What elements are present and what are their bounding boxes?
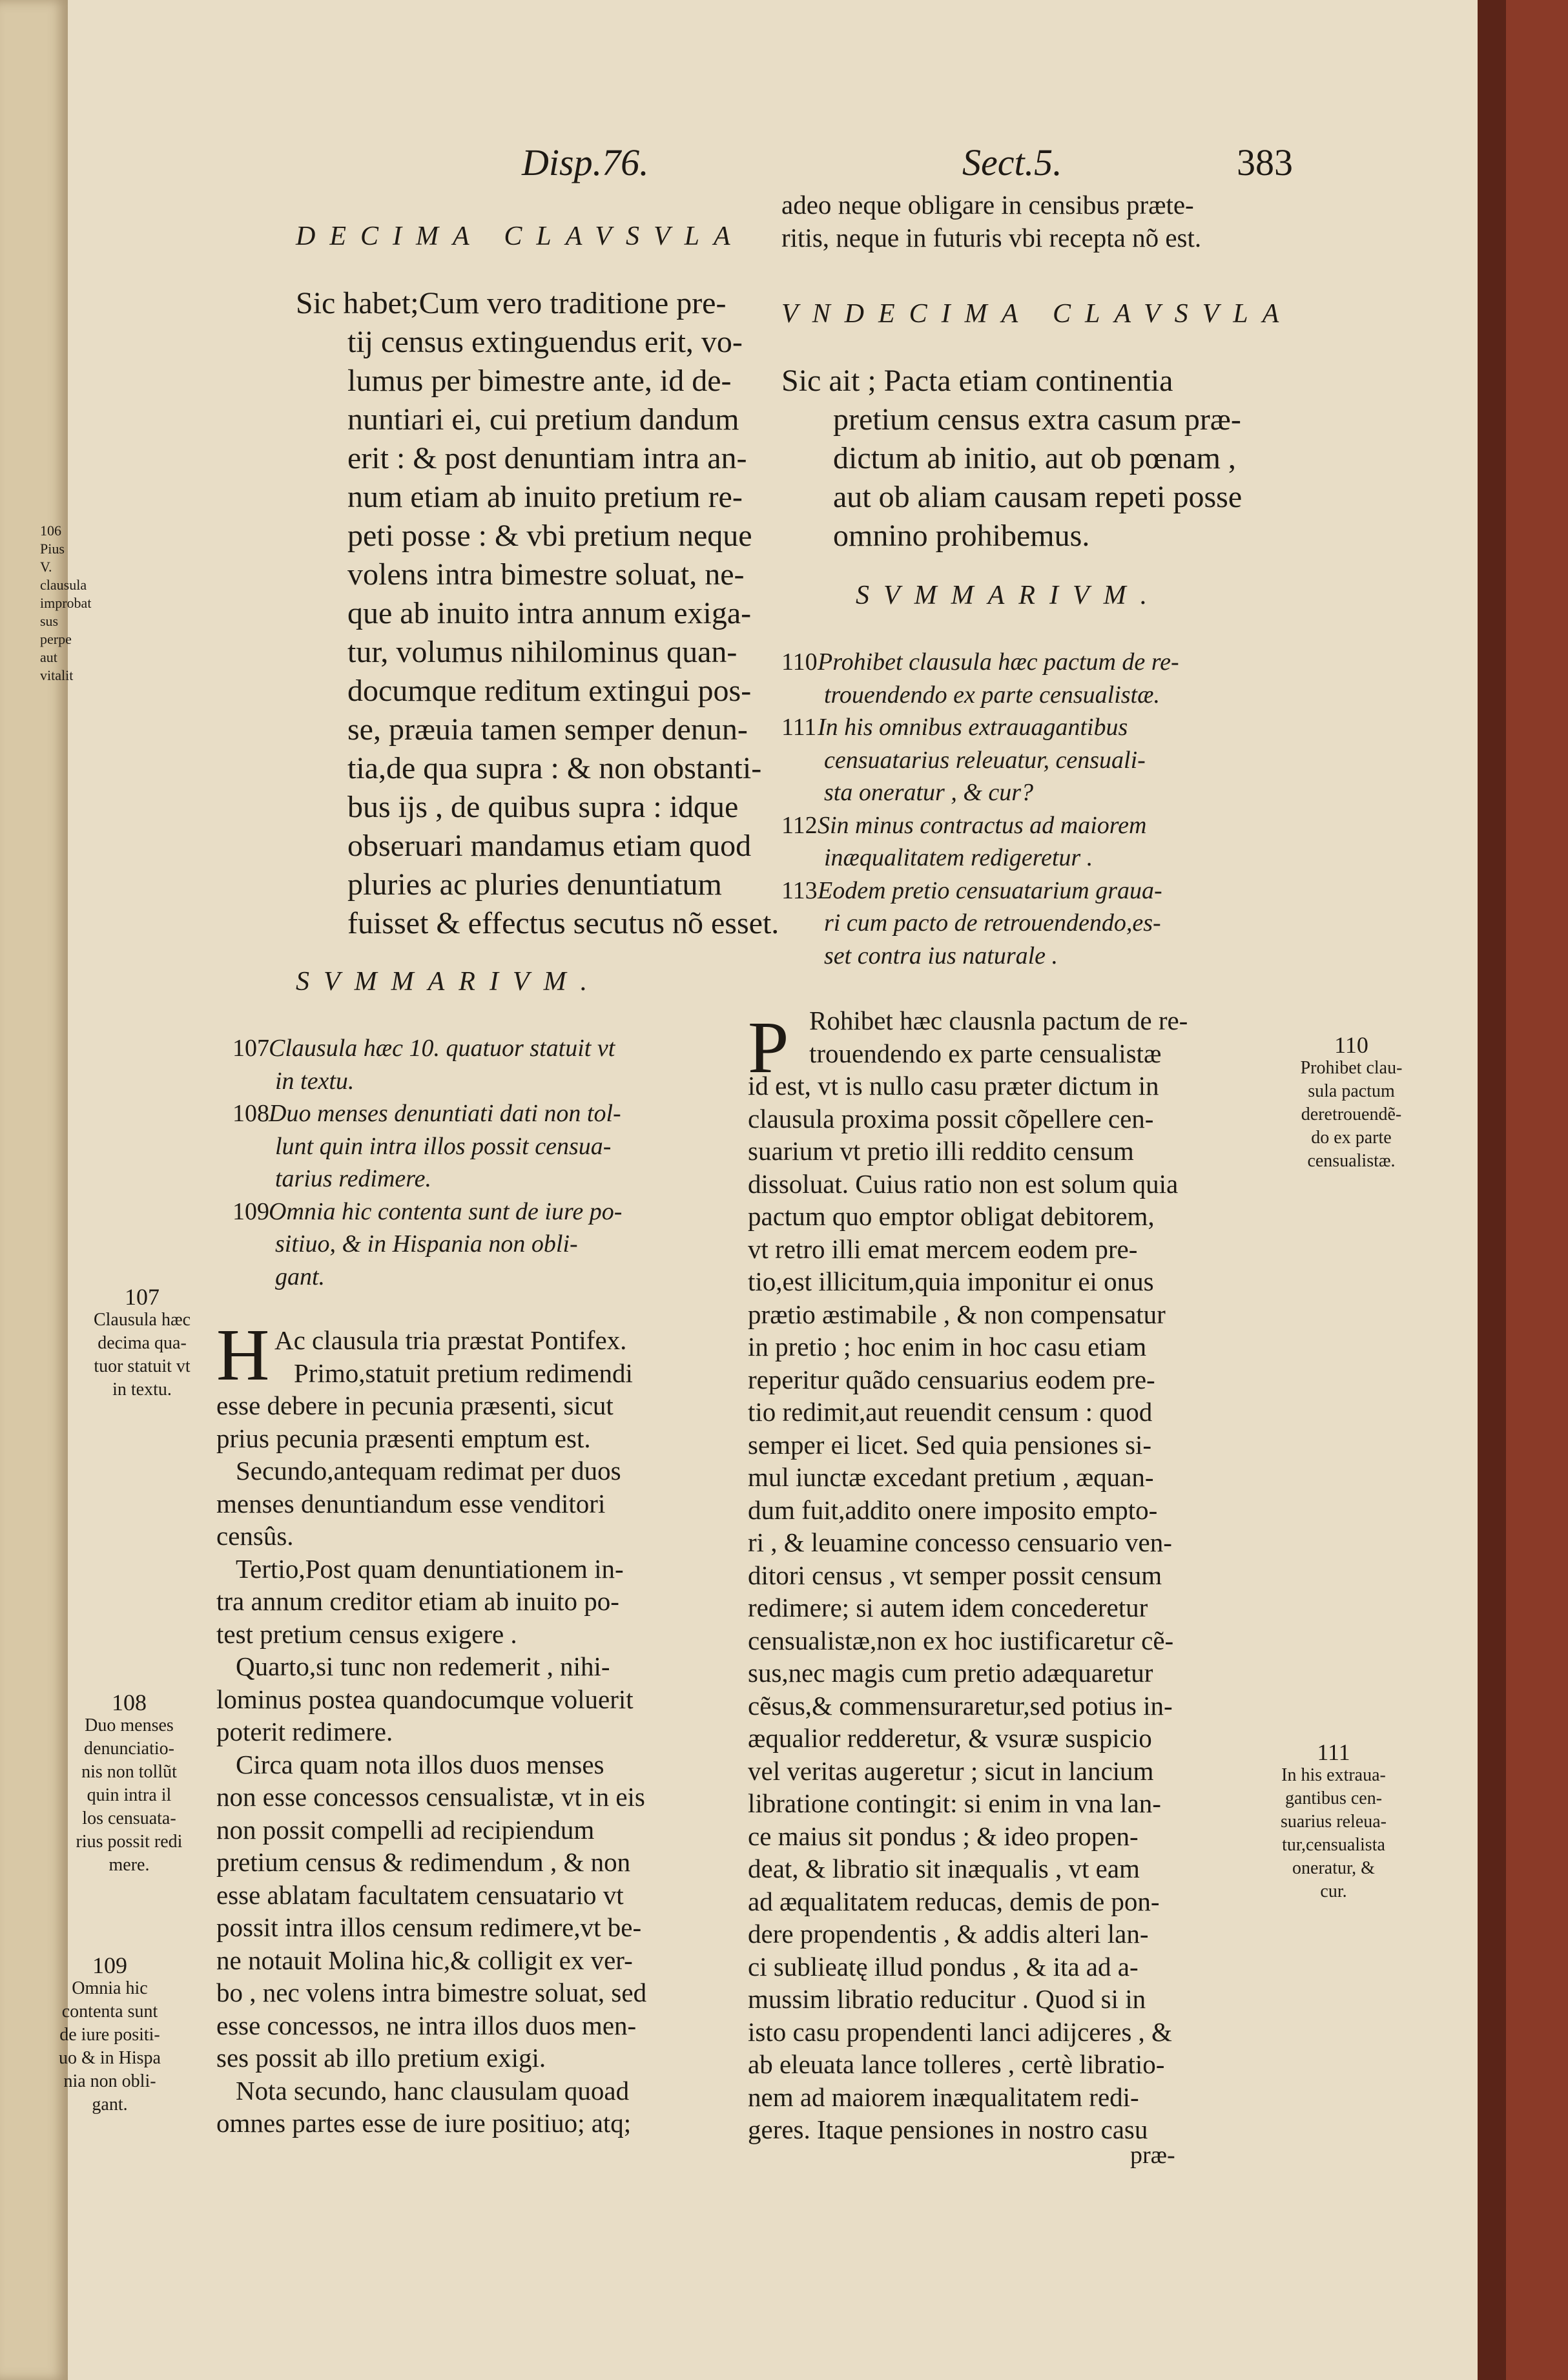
summary-number: 109 [232,1197,269,1225]
margin-line: tur,censualista [1282,1835,1385,1855]
text-line: tio redimit,aut reuendit censum : quod [748,1397,1153,1427]
right-commentary-text [748,1004,1277,2146]
summary-line: tarius redimere. [275,1165,432,1192]
clause-line: aut ob aliam causam repeti posse [833,480,1243,514]
summary-line: Sin minus contractus ad maiorem [818,811,1147,839]
margin-line: do ex parte [1311,1128,1392,1148]
previous-page-margin-note [40,522,92,685]
text-line: test pretium census exigere . [216,1619,517,1649]
text-line: mul iunctæ excedant pretium , æquan- [748,1462,1154,1492]
prev-margin-line: Pius V. [40,541,65,575]
text-line: dissoluat. Cuius ratio non est solum quia [748,1168,1179,1199]
summary-line: gant. [275,1263,325,1290]
margin-note-108 [65,1691,194,1877]
right-summarium-list [781,646,1279,972]
book-binding-edge [1478,0,1568,2380]
clause-line: fuisset & effectus secutus nõ esset. [347,906,779,940]
text-line: non esse concessos censualistæ, vt in eis [216,1782,645,1812]
summary-line: sitiuo, & in Hispania non obli- [275,1230,578,1257]
text-line: esse ablatam facultatem censuatario vt [216,1879,624,1910]
margin-number: 109 [92,1952,127,1978]
text-line: pretium census & redimendum , & non [216,1847,631,1877]
text-line: esse concessos, ne intra illos duos men- [216,2010,637,2040]
right-column-continuation [781,189,1279,254]
summary-line: ri cum pacto de retrouendendo,es- [824,909,1161,936]
margin-line: oneratur, & [1292,1858,1375,1878]
clause-heading-vndecima: VNDECIMA CLAVSVLA [781,299,1294,329]
margin-line: In his extraua- [1281,1765,1386,1785]
summary-line: sta oneratur , & cur? [824,779,1034,806]
clause-line: dictum ab initio, aut ob pœnam , [833,441,1236,475]
clause-line: obseruari mandamus etiam quod [347,829,752,863]
clause-line: tia,de qua supra : & non obstanti- [347,751,762,785]
text-line: ne notauit Molina hic,& colligit ex ver- [216,1945,633,1975]
summary-line: censuatarius releuatur, censuali- [824,746,1146,774]
margin-line: de iure positi- [59,2025,160,2045]
text-line: semper ei licet. Sed quia pensiones si- [748,1429,1152,1460]
clause-line: lumus per bimestre ante, id de- [347,364,732,398]
catchword: præ- [1130,2142,1175,2169]
text-line: omnes partes esse de iure positiuo; atq; [216,2108,632,2138]
margin-number: 110 [1334,1032,1368,1058]
summary-number: 113 [781,876,818,904]
text-line: Quarto,si tunc non redemerit , nihi- [236,1651,610,1681]
right-column-clause-heading [781,298,1294,329]
text-line: ci sublieatę illud pondus , & ita ad a- [748,1951,1139,1982]
clause-line: peti posse : & vbi pretium neque [347,519,752,553]
text-line: tio,est illicitum,quia imponitur ei onus [748,1267,1154,1296]
text-line: ab eleuata lance tolleres , certè libratio- [748,2049,1165,2079]
margin-number: 108 [112,1690,147,1715]
prev-margin-line: improbat [40,595,92,611]
margin-note-110 [1285,1033,1418,1173]
clause-line: pretium census extra casum præ- [833,402,1241,437]
summary-line: Duo menses denuntiati dati non tol- [269,1100,621,1127]
text-line: prius pecunia præsenti emptum est. [216,1423,591,1453]
margin-line: tuor statuit vt [94,1356,191,1376]
left-summarium-heading [296,966,748,997]
text-line: adeo neque obligare in censibus præte- [781,190,1194,220]
summary-line: Prohibet clausula hæc pactum de re- [818,648,1179,676]
text-line: clausula proxima possit cõpellere cen- [748,1103,1154,1133]
text-line: ditori census , vt semper possit censum [748,1560,1162,1590]
page-number: 383 [1237,141,1293,183]
clause-line: omnino prohibemus. [833,519,1090,553]
margin-line: Omnia hic [72,1978,148,1998]
text-line: Circa quam nota illos duos menses [236,1749,604,1779]
margin-line: contenta sunt [61,2002,158,2022]
text-line: vt retro illi emat mercem eodem pre- [748,1234,1138,1264]
text-line: non possit compelli ad recipiendum [216,1814,595,1845]
clause-line: pluries ac pluries denuntiatum [347,867,722,902]
text-line: isto casu propendenti lanci adijceres , & [748,2016,1172,2047]
margin-line: quin intra il [87,1785,172,1805]
summary-line: lunt quin intra illos possit censua- [275,1132,612,1160]
summary-number: 111 [781,714,817,741]
text-line: mussim libratio reducitur . Quod si in [748,1984,1146,2014]
text-line: Rohibet hæc clausnla pactum de re- [809,1006,1188,1035]
text-line: esse debere in pecunia præsenti, sicut [216,1391,614,1420]
text-line: sus,nec magis cum pretio adæquaretur [748,1658,1153,1688]
text-line: nem ad maiorem inæqualitatem redi- [748,2082,1139,2112]
summarium-heading: SVMMARIVM. [296,967,602,997]
summary-line: Eodem pretio censuatarium graua- [818,876,1162,904]
margin-line: los censuata- [82,1808,176,1828]
text-line: vel veritas augeretur ; sicut in lancium [748,1755,1154,1786]
text-line: reperitur quãdo censuarius eodem pre- [748,1364,1155,1394]
text-line: pactum quo emptor obligat debitorem, [748,1201,1155,1231]
text-line: lominus postea quandocumque voluerit [216,1684,634,1714]
clause-line: se, præuia tamen semper denun- [347,712,748,747]
text-line: Secundo,antequam redimat per duos [236,1456,621,1485]
text-line: censualistæ,non ex hoc iustificaretur cẽ- [748,1625,1174,1655]
text-line: id est, vt is nullo casu præter dictum in [748,1071,1159,1101]
summary-line: Omnia hic contenta sunt de iure po- [269,1197,623,1225]
text-line: censûs. [216,1521,294,1551]
margin-line: cur. [1320,1881,1347,1901]
prev-margin-line: 106 [40,523,61,539]
margin-line: gant. [92,2095,128,2115]
margin-line: denunciatio- [84,1739,174,1759]
summary-number: 112 [781,811,818,839]
text-line: Primo,statuit pretium redimendi [294,1358,633,1388]
text-line: possit intra illos censum redimere,vt be- [216,1912,642,1942]
margin-note-107 [77,1285,207,1402]
text-line: tra annum creditor etiam ab inuito po- [216,1586,619,1616]
left-column-clause-text [296,284,779,943]
text-line: ad æqualitatem reducas, demis de pon- [748,1886,1160,1916]
margin-note-111 [1259,1741,1408,1903]
text-line: Nota secundo, hanc clausulam quoad [236,2075,630,2106]
text-line: prætio æstimabile , & non compensatur [748,1299,1166,1329]
text-line: in pretio ; hoc enim in hoc casu etiam [748,1332,1147,1361]
margin-line: nia non obli- [63,2071,156,2091]
margin-line: Duo menses [85,1715,174,1735]
text-line: menses denuntiandum esse venditori [216,1488,606,1518]
clause-line: que ab inuito intra annum exiga- [347,596,752,630]
text-line: Tertio,Post quam denuntiationem in- [236,1553,624,1584]
prev-margin-line: clausula [40,577,87,593]
text-line: deat, & libratio sit inæqualis , vt eam [748,1854,1140,1883]
text-line: trouendendo ex parte censualistæ [809,1038,1162,1068]
running-head-disputatio: Disp.76. [522,141,649,183]
text-line: dum fuit,addito onere imposito empto- [748,1495,1158,1525]
text-line: Ac clausula tria præstat Pontifex. [274,1325,627,1355]
margin-line: decima qua- [98,1333,187,1353]
running-head-sectio: Sect.5. [962,141,1062,183]
left-summarium-list [232,1032,749,1293]
prev-margin-line: sus perpe [40,613,72,647]
clause-line: erit : & post denuntiam intra an- [347,441,747,475]
text-line: ri , & leuamine concesso censuario ven- [748,1527,1172,1557]
summary-line: trouendendo ex parte censualistæ. [824,681,1160,709]
text-line: redimere; si autem idem concederetur [748,1593,1148,1622]
clause-line: tij census extinguendus erit, vo- [347,325,743,359]
clause-line: tur, volumus nihilominus quan- [347,635,738,669]
clause-line: volens intra bimestre soluat, ne- [347,557,745,592]
left-column-clause-heading [296,221,748,252]
summarium-heading: SVMMARIVM. [856,581,1162,610]
summary-number: 107 [232,1035,269,1062]
clause-line: num etiam ab inuito pretium re- [347,480,743,514]
right-summarium-heading [856,580,1353,611]
left-commentary-text [216,1314,752,2140]
margin-line: suarius releua- [1280,1812,1387,1832]
margin-number: 111 [1317,1739,1350,1765]
margin-line: in textu. [112,1380,172,1400]
text-line: poterit redimere. [216,1717,393,1746]
text-line: ritis, neque in futuris vbi recepta nõ est. [781,222,1202,253]
text-line: libratione contingit: si enim in vna lan- [748,1788,1161,1818]
margin-line: censualistæ. [1307,1151,1396,1171]
text-line: cẽsus,& commensuraretur,sed potius in- [748,1690,1173,1721]
margin-line: Prohibet clau- [1300,1058,1403,1078]
summary-line: In his omnibus extrauagantibus [818,714,1128,741]
text-line: geres. Itaque pensiones in nostro casu [748,2115,1148,2144]
margin-line: gantibus cen- [1284,1788,1383,1808]
summary-line: inæqualitatem redigeretur . [824,844,1093,871]
margin-line: nis non tollũt [81,1762,177,1782]
clause-line: bus ijs , de quibus supra : idque [347,790,739,824]
margin-line: Clausula hæc [93,1310,191,1330]
text-line: dere propendentis , & addis alteri lan- [748,1919,1149,1949]
text-line: ses possit ab illo pretium exigi. [216,2043,546,2073]
margin-line: sula pactum [1308,1081,1395,1101]
text-line: ce maius sit pondus ; & ideo propen- [748,1821,1139,1851]
text-line: æqualior redderetur, & vsuræ suspicio [748,1723,1152,1753]
text-line: suarium vt pretio illi reddito censum [748,1136,1134,1166]
clause-line: Sic ait ; Pacta etiam continentia [781,364,1173,398]
summary-line: in textu. [275,1067,355,1095]
margin-number: 107 [125,1284,160,1310]
margin-line: uo & in Hispa [59,2048,161,2068]
summary-line: set contra ius naturale . [824,942,1058,969]
margin-note-109 [45,1954,174,2116]
summary-number: 110 [781,648,818,676]
clause-line: Sic habet;Cum vero traditione pre- [296,286,727,320]
prev-margin-line: aut vitalit [40,649,74,683]
margin-line: deretrouendẽ- [1301,1104,1402,1124]
margin-line: rius possit redi [76,1832,183,1852]
summary-line: Clausula hæc 10. quatuor statuit vt [269,1035,615,1062]
drop-cap-p: P [748,1006,789,1088]
right-column-clause-text [781,362,1279,555]
clause-heading-decima: DECIMA CLAVSVLA [296,222,745,251]
summary-number: 108 [232,1100,269,1127]
drop-cap-h: H [216,1314,270,1396]
clause-line: nuntiari ei, cui pretium dandum [347,402,739,437]
clause-line: documque reditum extingui pos- [347,674,752,708]
margin-line: mere. [108,1855,150,1875]
text-line: bo , nec volens intra bimestre soluat, sed [216,1978,647,2007]
